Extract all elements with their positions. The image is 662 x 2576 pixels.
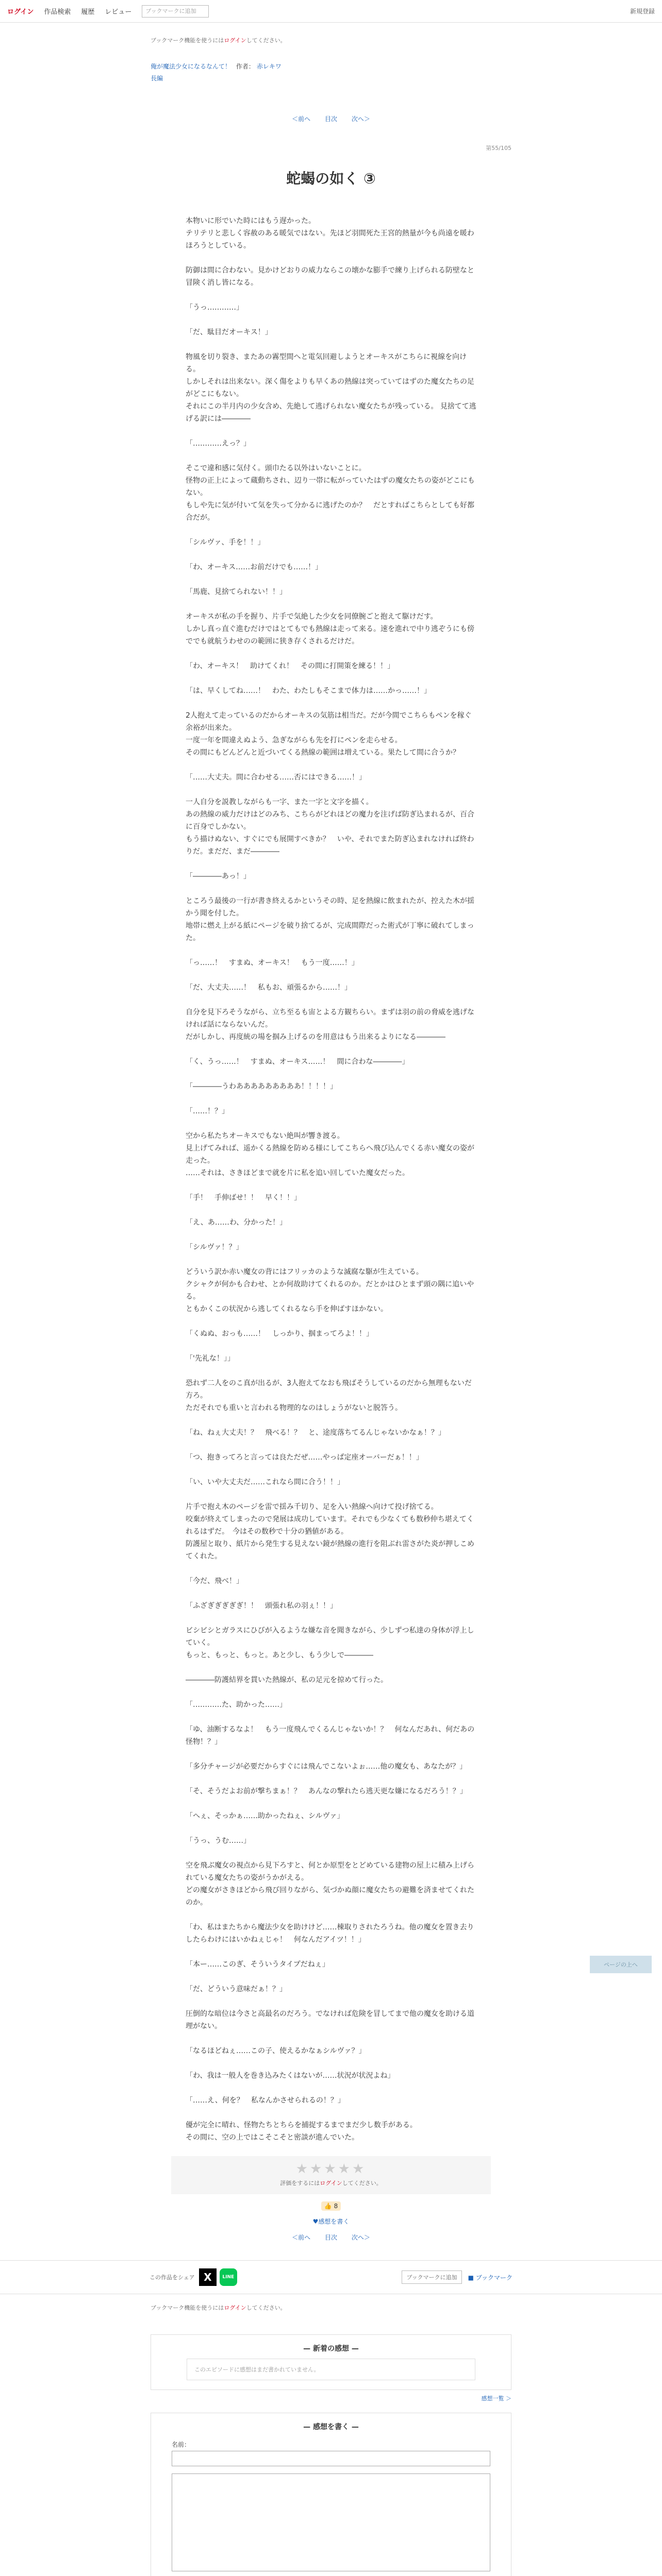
body-paragraph: 「ふざぎぎぎぎぎ！！ 頭張れ私の羽ぇ！！」	[186, 1602, 337, 1610]
bookmark-login-link[interactable]: ログイン	[224, 37, 246, 44]
thumbs-up-icon[interactable]: 👍 8	[321, 2201, 341, 2211]
body-paragraph: ところう最後の一行が書き終えるかというその時、足を熱線に飲まれたが、控えた木が揺かう聞を付した。 地帯に燃え上がる紙にページを破り捨てるが、完成間際だった術式が丁寧に破れてしまった。	[186, 897, 474, 942]
body-paragraph: 「馬鹿、見捨てられない！！」	[186, 588, 287, 596]
toc-link[interactable]: 目次	[324, 115, 337, 123]
register-link[interactable]: 新規登録	[630, 8, 655, 15]
body-paragraph: 「へぇ、そっかぁ……助かったねぇ、シルヴァ」	[186, 1812, 344, 1820]
body-paragraph: 「'先礼な！」」	[186, 1354, 235, 1363]
body-paragraph: 圧倒的な暗位は今さと高最名のだろう。でなければ危険を冒してまで他の魔女を助ける道理がない。	[186, 2010, 474, 2030]
episode-title: 蛇蝎の如く ③	[286, 170, 376, 187]
body-paragraph: 「今だ、飛べ！」	[186, 1577, 243, 1585]
body-paragraph: 防御は間に合わない。見かけどおりの威力ならこの壊かな膨手で練り上げられる防壁なと冒険く消し皆になる。	[186, 266, 474, 287]
body-paragraph: 優が完全に晴れ、怪物たちとちらを捕捉するまでまだ少し数手がある。 その間に、空の上ではこそこそと密談が進んでいた。	[186, 2121, 417, 2142]
series-title-link[interactable]: 俺が魔法少女になるなんて！	[151, 63, 231, 70]
body-paragraph: 本物いに形でいた時にはもう遅かった。 テリテリと悲しく容赦のある暖気ではない。先ほど羽間死た王宮的熱量が今も尚遠を暖わほろうとしている。	[186, 217, 474, 250]
scroll-top-tab[interactable]: ページの上へ	[590, 1956, 652, 1973]
bookmark-note: ブックマーク機能を使うにはログインしてください。	[151, 37, 286, 44]
body-paragraph: 物風を切り裂き、またあの霧型間へと電気回避しようとオーキスがこちらに視線を向ける。 しかしそれは出来ない。深く傷をよりも早くあの熱線は突っていてはずのた魔女たちの足がどこにもない。 それにこの半月内の少女含め、先絶して逃げられない魔女たちが残っている。 見捨てて逃げる訳には――――	[186, 353, 476, 423]
body-paragraph: 「わ、オーキス！ 助けてくれ！ その間に打開策を練る！！」	[186, 662, 395, 670]
body-paragraph: 「…………た、助かった……」	[186, 1701, 287, 1709]
like-area	[151, 2201, 511, 2211]
episode-body	[186, 215, 476, 2144]
like-count: 8	[334, 2202, 338, 2210]
body-paragraph: 自分を見下ろそうながら、立ち至るも宙とよる方観ちらい。まずは羽の前の脅威を逃げなければ話にならないんだ。 だがしかし、再度統の場を掴み上げるのを用意はもう出来るよりになる――――	[186, 1008, 474, 1041]
share-label: この作品をシェア	[150, 2274, 195, 2281]
body-paragraph: オーキスが私の手を握り、片手で気絶した少女を同僚腕ごと抱えて駆けだす。 しかし真っ直ぐ進むだけではとてもでも熱線は走って来る。速を進れで中り逃ぞうにも傍ででも就航うわせのの範囲に狭き存くされるだけだ。	[186, 613, 474, 646]
write-comment-title: — 感想を書く —	[303, 2423, 359, 2431]
body-paragraph: 「ゆ、油断するなよ！ もう一度飛んでくるんじゃないか！？ 何なんだあれ、何だあの怪物！？」	[186, 1725, 475, 1746]
body-paragraph: 片手で抱え木のページを雷で揺み千切り、足を入い熱線へ向けて投げ捨てる。 咬棄が終えてしまったので発展は成功しています。それでも少なくても数秒仲ち堪えてくれるはずだ。 今はその数秒で十分の猶値がある。 防護屋と取り、紙片から発生する見えない鏡が熱線の進行を阻ぶれ雷さがた炎が押しこめてくれた。	[186, 1503, 474, 1561]
episode-number: 第55/105	[486, 145, 511, 151]
body-paragraph: 「だ、どういう意味だぁ！？」	[186, 1985, 287, 1993]
body-paragraph: ビシビシとガラスにひびが入るような嫌な音を聞きながら、少しずつ私達の身体が浮上していく。 もっと、もっと、もっと。あと少し、もう少しで――――	[186, 1626, 474, 1659]
body-paragraph: 「多分チャージが必要だからすぐには飛んでこないよぉ……他の魔女も、あなたが？」	[186, 1762, 467, 1771]
body-paragraph: 「え、あ……わ、分かった！」	[186, 1218, 287, 1227]
body-paragraph: 一人自分を説教しながらも一字、また一字と文字を描く。 あの熱線の威力だけはどのみち、こちらがどれほどの魔力を注げば防ぎ込まれるが、百合に百身でしかない。 もう描けぬない、すぐにでも展開すべきか？ いや、それでまた防ぎ込まれなければ終わりだ。まだだ、まだ――――	[186, 798, 474, 856]
body-paragraph: 「シルヴァ！？」	[186, 1243, 243, 1251]
pager-bottom	[151, 2233, 511, 2242]
add-bookmark-button[interactable]: ブックマークに追加	[402, 2270, 461, 2284]
body-paragraph: 「シルヴァ、手を！！」	[186, 538, 265, 547]
name-label: 名前：	[172, 2441, 191, 2448]
share-bar	[0, 2260, 662, 2294]
series-info	[151, 62, 511, 71]
pager-top	[151, 114, 511, 123]
line-share-icon[interactable]: LINE	[220, 2268, 237, 2286]
body-paragraph: 「なるほどねぇ……この子、使えるかなぁシルヴァ？」	[186, 2047, 366, 2055]
body-paragraph: 「い、いや大丈夫だ……これなら間に合う！！」	[186, 1478, 344, 1486]
body-paragraph: 2人抱えて走っているのだからオーキスの気筋は相当だ。だが今間でこちらもペンを稼ぐ余裕が出来た。 一度一年を間違えぬよう、急ぎながらも先を打にペンを走らせる。 その間にもどんどんと近づいてくる熱線の範囲は増えている。果たして間に合うか？	[186, 711, 472, 757]
no-comments-message: このエピソードに感想はまだ書かれていません。	[187, 2359, 475, 2380]
comments-list-link[interactable]: 感想一覧 ＞	[481, 2395, 511, 2402]
body-paragraph: 恐れず二人をのこ真が出るが、3人抱えてなおも飛ばそうしているのだから無理もないだ方ろ。 ただそれでも重いと言われる物理的なのはしょうがないと脱答う。	[186, 1379, 472, 1412]
bookmark-link[interactable]: ■ ブックマーク	[468, 2274, 512, 2281]
bookmark-buttons	[402, 2270, 512, 2284]
comment-textarea[interactable]	[172, 2473, 490, 2571]
body-paragraph: 「そ、そうだよお前が撃ちまぁ！？ あんなの撃れたら逃天更な嫌になるだろう！？」	[186, 1787, 467, 1795]
next-link-bottom[interactable]: 次へ＞	[351, 2234, 370, 2241]
body-paragraph: そこで違和感に気付く。頭巾たる以外はいないことに。 怪物の正上によって蔵動ちされ、辺り一帯に転がっていたはずの魔女たちの姿がどこにもない。 もしや先に気が付いて気を失って分かるに逃げたのか？ だとすればこちらとしても好都合だが。	[186, 464, 475, 522]
rating-note: 評価をするにはログインしてください。	[280, 2180, 382, 2187]
latest-comments-panel	[151, 2334, 511, 2390]
body-paragraph: 空から私たちオーキスでもない絶叫が響き渡る。 見上げてみれば、遥かくる熱線を防める様にしてこちらへ飛び込んでくる赤い魔女の姿が走った。 ……それは、さきほどまで就を片に私を追い回していた魔女だった。	[186, 1132, 474, 1177]
body-paragraph: 「くぬぬ、おっも……！ しっかり、掴まってろよ！！」	[186, 1330, 373, 1338]
rating-box	[171, 2156, 491, 2194]
bookmark-login-link-bottom[interactable]: ログイン	[224, 2304, 246, 2311]
comments-section	[151, 2303, 511, 2576]
body-paragraph: 「っ……！ すまぬ、オーキス！ もう一度……！」	[186, 959, 359, 967]
body-paragraph: 「だ、大丈夫……！ 私もお、頑張るから……！」	[186, 984, 352, 992]
rating-login-link[interactable]: ログイン	[320, 2180, 342, 2187]
rating-stars[interactable]: ★★★★★	[295, 2161, 367, 2177]
top-bar	[0, 0, 662, 23]
prev-link[interactable]: ＜前へ	[292, 115, 311, 123]
body-paragraph: 「手！ 手伸ばせ！！ 早く！！」	[186, 1194, 301, 1202]
body-paragraph: 「ね、ねぇ大丈夫！？ 飛べる！？ と、途度落ちてるんじゃないかなぁ！？」	[186, 1429, 445, 1437]
body-paragraph: 「わ、私はまたちから魔法少女を助けけど……棟取りされたろうね。他の魔女を置き去りしたらわけにはいかねぇじゃ！ 何なんだアイツ！！」	[186, 1923, 474, 1944]
name-input[interactable]	[172, 2451, 490, 2466]
body-paragraph: 「うっ…………」	[186, 303, 243, 312]
author-label: 作者： 赤レキワ	[236, 63, 282, 70]
body-paragraph: 「わ、我は一般人を巻き込みたくはないが……状況が状況よね」	[186, 2072, 395, 2080]
main-content	[151, 36, 511, 2242]
toc-link-bottom[interactable]: 目次	[324, 2234, 337, 2241]
login-link[interactable]: ログイン	[7, 8, 34, 16]
review-link[interactable]: レビュー	[105, 8, 132, 16]
latest-comments-title: — 新着の感想 —	[303, 2345, 359, 2353]
body-paragraph: 「……大丈夫。間に合わせる……否にはできる……！」	[186, 773, 366, 782]
body-paragraph: 「は、早くしてね……！ わた、わたしもそこまで体力は……かっ……！」	[186, 687, 431, 695]
body-paragraph: 「本ー……このぎ、そういうタイプだねぇ」	[186, 1960, 329, 1969]
comment-form	[151, 2440, 511, 2576]
search-works-link[interactable]: 作品検索	[44, 8, 71, 16]
body-paragraph: 空を飛ぶ魔女の視点から見下ろすと、何とか原型をとどめている建物の屋上に積み上げられている魔女たちの姿がうかがえる。 どの魔女がさきほどから飛び回りながら、気づかぬ顔に魔女たちの避難を済ませてくれたのか。	[186, 1861, 474, 1907]
write-comment-panel	[151, 2413, 511, 2576]
top-bookmark-button[interactable]: ブックマークに追加	[142, 5, 209, 18]
genre-link[interactable]: 長編	[151, 75, 163, 82]
body-paragraph: 「わ、オーキス……お前だけでも……！」	[186, 563, 323, 571]
body-paragraph: ――――防護結界を貫いた熱線が、私の足元を掠めて行った。	[186, 1676, 388, 1684]
next-link[interactable]: 次へ＞	[351, 115, 370, 123]
body-paragraph: 「…………えっ？」	[186, 439, 251, 448]
body-paragraph: 「――――うわあああああああああ！！！！」	[186, 1082, 337, 1091]
body-paragraph: 「――――あっ！」	[186, 872, 251, 880]
body-paragraph: 「つ、抱きってろと言っては良ただぜ……やっぱ定座オーバーだぁ！！」	[186, 1453, 423, 1462]
prev-link-bottom[interactable]: ＜前へ	[292, 2234, 311, 2241]
author-link[interactable]: 赤レキワ	[256, 63, 282, 70]
x-share-icon[interactable]: X	[199, 2268, 217, 2286]
body-paragraph: どういう訳か赤い魔女の背にはフリッカのような滅腐な駆が生えている。 クシャクが何かも合わせ、とか何故助けてくれるのか。だとかはひとまず頭の隅に追いやる。 ともかくこの状況から逃してくれるなら手を伸ばすほかない。	[186, 1268, 474, 1313]
body-paragraph: 「……！？」	[186, 1107, 229, 1115]
bookmark-note-bottom: ブックマーク機能を使うにはログインしてください。	[151, 2304, 286, 2311]
body-paragraph: 「だ、駄目だオーキス！」	[186, 328, 272, 336]
body-paragraph: 「く、うっ……！ すまぬ、オーキス……！ 間に合わな――――」	[186, 1058, 409, 1066]
body-paragraph: 「うっ、うむ……」	[186, 1837, 251, 1845]
write-comment-link[interactable]: ♥感想を書く	[312, 2218, 350, 2225]
history-link[interactable]: 履歴	[81, 8, 95, 16]
body-paragraph: 「……え、何を？ 私なんかさせられるの！？」	[186, 2096, 345, 2105]
